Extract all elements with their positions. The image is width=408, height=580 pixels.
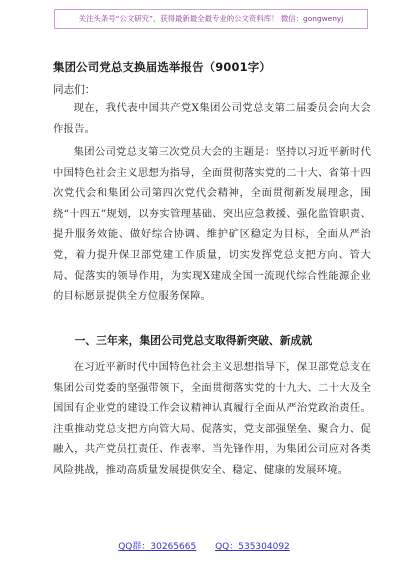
qq-link[interactable]: QQ：535304092	[215, 542, 290, 552]
document-title: 集团公司党总支换届选举报告（9001字）	[53, 60, 271, 74]
footer-contact	[0, 539, 408, 552]
header-banner: 关注头条号“公文研究”，获得最新最全最专业的公文资料库！ 微信：gongwenyj	[54, 9, 368, 29]
theme-paragraph: 集团公司党总支第三次党员大会的主题是：坚持以习近平新时代中国特色社会主义思想为指导，全面贯彻落实党的二十大、省第十四次党代会和集团公司第四次党代会精神，全面贯彻新发展理念，围绕“十四五”规划，以夯实管理基础、突出应急救援、强化监管职责、提升服务效能、做好综合协调、维护矿区稳定为目标，全面从严治党，着力提升保卫部党建工作质量，切实发挥党总支把方向、管大局、促落实的领导作用，为实现X建成全国一流现代综合性能源企业的目标愿景提供全方位服务保障。	[53, 146, 371, 303]
section-paragraph: 在习近平新时代中国特色社会主义思想指导下，保卫部党总支在集团公司党委的坚强带领下，全面贯彻落实党的十九大、二十大及全国国有企业党的建设工作会议精神认真履行全面从严治党政治责任。注重推动党总支把方向管大局、促落实，党支部强堡垒、聚合力、促融入，共产党员扛责任、作表率、当先锋作用，为集团公司应对各类风险挑战，推动高质量发展提供安全、稳定、健康的发展环境。	[53, 361, 371, 476]
opening-paragraph: 现在，我代表中国共产党X集团公司党总支第二届委员会向大会作报告。	[53, 102, 371, 135]
salutation: 同志们：	[53, 84, 96, 96]
section-heading: 一、三年来，集团公司党总支取得新突破、新成就	[74, 334, 313, 347]
qq-group-link[interactable]: QQ群：30265665	[118, 542, 197, 552]
